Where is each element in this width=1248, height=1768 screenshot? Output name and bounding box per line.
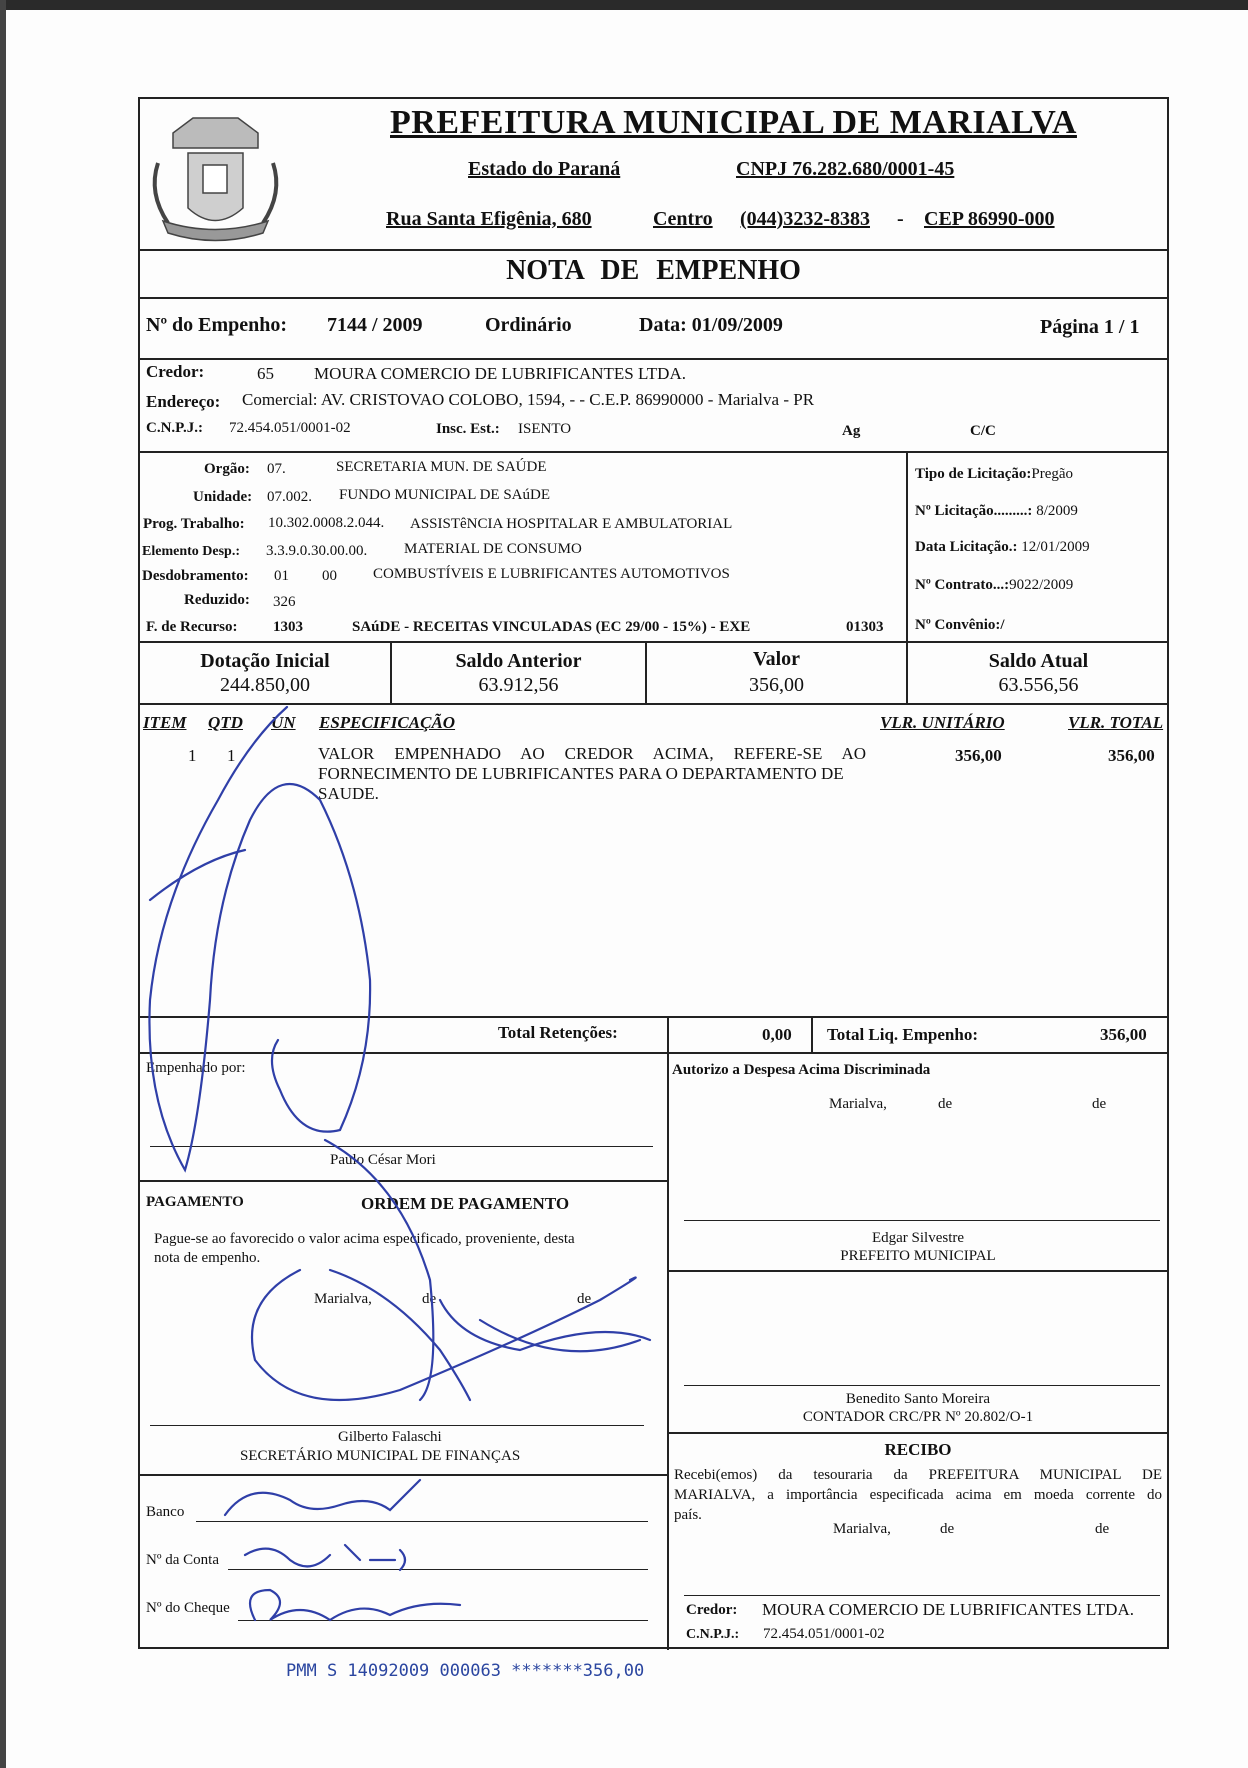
liq-label: Total Liq. Empenho: — [827, 1025, 978, 1044]
divider — [138, 297, 1169, 299]
ordem-text-2: nota de empenho. — [154, 1250, 261, 1266]
recibo-text-1: Recebi(emos) da tesouraria da PREFEITURA MUNICIPAL DE — [674, 1467, 1162, 1483]
header-cep: CEP 86990-000 — [924, 208, 1055, 230]
valor-value: 356,00 — [749, 674, 804, 696]
credor-code: 65 — [257, 364, 274, 383]
retencoes-value: 0,00 — [762, 1025, 792, 1044]
recibo-de-1: de — [940, 1521, 955, 1537]
divider — [138, 358, 1169, 360]
unidade-name: FUNDO MUNICIPAL DE SAúDE — [339, 487, 550, 503]
insc-value: ISENTO — [518, 421, 572, 437]
pagamento-city: Marialva, — [314, 1291, 372, 1307]
autorizo-de-1: de — [938, 1096, 953, 1112]
banco-field-line[interactable] — [196, 1521, 648, 1522]
recibo-city: Marialva, — [833, 1521, 891, 1537]
ordem-text-1: Pague-se ao favorecido o valor acima especificado, proveniente, desta — [154, 1231, 575, 1247]
divider — [138, 641, 1169, 643]
secretario-role: SECRETÁRIO MUNICIPAL DE FINANÇAS — [240, 1448, 521, 1464]
licitacao-data-label: Data Licitação.: 12/01/2009 — [915, 539, 1090, 555]
credor-label: Credor: — [146, 362, 205, 381]
recibo-cnpj-label: C.N.P.J.: — [686, 1627, 740, 1642]
cnpj-label: C.N.P.J.: — [146, 420, 203, 436]
reduzido-label: Reduzido: — [184, 592, 250, 608]
header-district: Centro — [653, 208, 713, 230]
row-item: 1 — [188, 746, 197, 765]
col-item: ITEM — [143, 713, 187, 732]
endereco-value: Comercial: AV. CRISTOVAO COLOBO, 1594, - - C.E.P. 86990000 - Marialva - PR — [242, 390, 815, 409]
payment-stamp: PMM S 14092009 000063 *******356,00 — [286, 1661, 645, 1681]
document-title: NOTA DE EMPENHO — [506, 255, 801, 286]
pagamento-de-1: de — [422, 1291, 437, 1307]
row-spec-line-2: FORNECIMENTO DE LUBRIFICANTES PARA O DEPARTAMENTO DE — [318, 764, 844, 783]
page-title: PREFEITURA MUNICIPAL DE MARIALVA — [390, 104, 1077, 141]
autorizo-city: Marialva, — [829, 1096, 887, 1112]
recibo-credor-label: Credor: — [686, 1602, 738, 1618]
prog-name: ASSISTêNCIA HOSPITALAR E AMBULATORIAL — [410, 516, 733, 532]
empenhado-signature-line — [150, 1146, 653, 1147]
saldo-atual-label: Saldo Atual — [988, 650, 1089, 672]
secretario-signature-line — [150, 1425, 644, 1426]
recibo-text-3: país. — [674, 1507, 702, 1523]
empenhado-label: Empenhado por: — [146, 1060, 246, 1076]
recibo-credor-name: MOURA COMERCIO DE LUBRIFICANTES LTDA. — [762, 1600, 1134, 1619]
ordem-pagamento-heading: ORDEM DE PAGAMENTO — [361, 1194, 570, 1213]
header-phone: (044)3232-8383 — [740, 208, 870, 230]
convenio-label: Nº Convênio:/ — [915, 617, 1005, 633]
credor-name: MOURA COMERCIO DE LUBRIFICANTES LTDA. — [314, 364, 686, 383]
divider — [138, 1474, 667, 1476]
liq-value: 356,00 — [1100, 1025, 1147, 1044]
empenho-date: Data: 01/09/2009 — [639, 314, 783, 336]
elemento-name: MATERIAL DE CONSUMO — [404, 541, 582, 557]
row-spec-line-1: VALOR EMPENHADO AO CREDOR ACIMA, REFERE-SE AO — [318, 744, 866, 763]
saldo-anterior-value: 63.912,56 — [478, 674, 559, 696]
col-valor-unitario: VLR. UNITÁRIO — [880, 713, 1005, 732]
fonte-code: 1303 — [273, 619, 303, 635]
col-especificacao: ESPECIFICAÇÃO — [319, 713, 456, 732]
header-cnpj: CNPJ 76.282.680/0001-45 — [736, 158, 955, 180]
orgao-code: 07. — [267, 461, 286, 477]
valor-label: Valor — [752, 648, 801, 670]
autorizo-label: Autorizo a Despesa Acima Discriminada — [672, 1062, 931, 1078]
endereco-label: Endereço: — [146, 392, 221, 411]
licitacao-num-label: Nº Licitação.........: 8/2009 — [915, 503, 1078, 519]
divider — [811, 1016, 813, 1052]
cnpj-value: 72.454.051/0001-02 — [229, 420, 351, 436]
conta-field-line[interactable] — [228, 1569, 648, 1570]
divider — [138, 1016, 1169, 1018]
orgao-label: Orgão: — [204, 461, 250, 477]
empenho-label: Nº do Empenho: — [146, 314, 288, 336]
contador-signature-line — [684, 1385, 1160, 1386]
recibo-signature-line — [684, 1595, 1160, 1596]
dotacao-label: Dotação Inicial — [200, 650, 330, 672]
orgao-name: SECRETARIA MUN. DE SAÚDE — [336, 459, 547, 475]
pagamento-heading: PAGAMENTO — [146, 1194, 244, 1210]
scan-edge-left — [0, 0, 6, 1768]
saldo-atual-value: 63.556,56 — [998, 674, 1079, 696]
col-valor-total: VLR. TOTAL — [1068, 713, 1164, 732]
coat-of-arms-logo — [143, 103, 288, 243]
prefeito-role: PREFEITO MUNICIPAL — [840, 1248, 996, 1264]
prog-label: Prog. Trabalho: — [143, 516, 245, 532]
prefeito-signature-line — [684, 1220, 1160, 1221]
dotacao-value: 244.850,00 — [220, 674, 310, 696]
divider — [906, 451, 908, 641]
row-total-value: 356,00 — [1108, 746, 1155, 765]
fonte-name: SAúDE - RECEITAS VINCULADAS (EC 29/00 - 15%) - EXE — [352, 619, 751, 635]
scan-edge-top — [0, 0, 1248, 10]
empenhado-name: Paulo César Mori — [330, 1152, 436, 1168]
divider — [138, 1180, 667, 1182]
col-un: UN — [271, 713, 296, 732]
recibo-cnpj-value: 72.454.051/0001-02 — [763, 1626, 885, 1642]
prog-code: 10.302.0008.2.044. — [268, 515, 385, 531]
divider — [667, 1270, 1169, 1272]
conta-label: Nº da Conta — [146, 1552, 219, 1568]
divider — [667, 1432, 1169, 1434]
desdobramento-b: 00 — [322, 568, 337, 584]
desdobramento-name: COMBUSTÍVEIS E LUBRIFICANTES AUTOMOTIVOS — [373, 566, 730, 582]
contador-name: Benedito Santo Moreira — [845, 1391, 991, 1407]
secretario-name: Gilberto Falaschi — [338, 1429, 442, 1445]
divider — [667, 1016, 669, 1650]
recibo-text-2: MARIALVA, a importância especificada acima em moeda corrente do — [674, 1487, 1162, 1503]
autorizo-de-2: de — [1092, 1096, 1107, 1112]
desdobramento-a: 01 — [274, 568, 289, 584]
unidade-label: Unidade: — [193, 489, 253, 505]
empenho-type: Ordinário — [485, 314, 572, 336]
elemento-code: 3.3.9.0.30.00.00. — [266, 543, 368, 559]
pagamento-de-2: de — [577, 1291, 592, 1307]
reduzido-value: 326 — [273, 594, 296, 610]
contador-role: CONTADOR CRC/PR Nº 20.802/O-1 — [802, 1409, 1034, 1425]
col-qtd: QTD — [208, 713, 243, 732]
ag-label: Ag — [842, 423, 861, 439]
divider — [138, 249, 1169, 251]
divider — [138, 703, 1169, 705]
row-unit-value: 356,00 — [955, 746, 1002, 765]
saldo-anterior-label: Saldo Anterior — [455, 650, 582, 672]
cheque-field-line[interactable] — [238, 1620, 648, 1621]
row-spec-line-3: SAUDE. — [318, 784, 379, 803]
header-address: Rua Santa Efigênia, 680 — [386, 208, 592, 230]
banco-label: Banco — [146, 1504, 185, 1520]
header-state: Estado do Paraná — [468, 158, 621, 180]
fonte-label: F. de Recurso: — [146, 619, 238, 635]
prefeito-name: Edgar Silvestre — [871, 1230, 965, 1246]
header-separator: - — [897, 208, 904, 230]
contrato-label: Nº Contrato...:9022/2009 — [915, 577, 1074, 593]
page-number: Página 1 / 1 — [1040, 316, 1140, 338]
divider — [138, 1052, 1169, 1054]
row-qtd: 1 — [227, 746, 236, 765]
retencoes-label: Total Retenções: — [498, 1023, 618, 1042]
desdobramento-label: Desdobramento: — [142, 568, 249, 584]
recibo-de-2: de — [1095, 1521, 1110, 1537]
divider — [138, 451, 1169, 453]
elemento-label: Elemento Desp.: — [142, 544, 240, 559]
cc-label: C/C — [970, 423, 996, 439]
empenho-number: 7144 / 2009 — [327, 314, 423, 336]
cheque-label: Nº do Cheque — [146, 1600, 230, 1616]
insc-label: Insc. Est.: — [436, 421, 500, 437]
licitacao-tipo-label: Tipo de Licitação:Pregão — [915, 466, 1074, 482]
recibo-heading: RECIBO — [884, 1440, 952, 1459]
fonte-extra: 01303 — [846, 619, 884, 635]
unidade-code: 07.002. — [267, 489, 312, 505]
